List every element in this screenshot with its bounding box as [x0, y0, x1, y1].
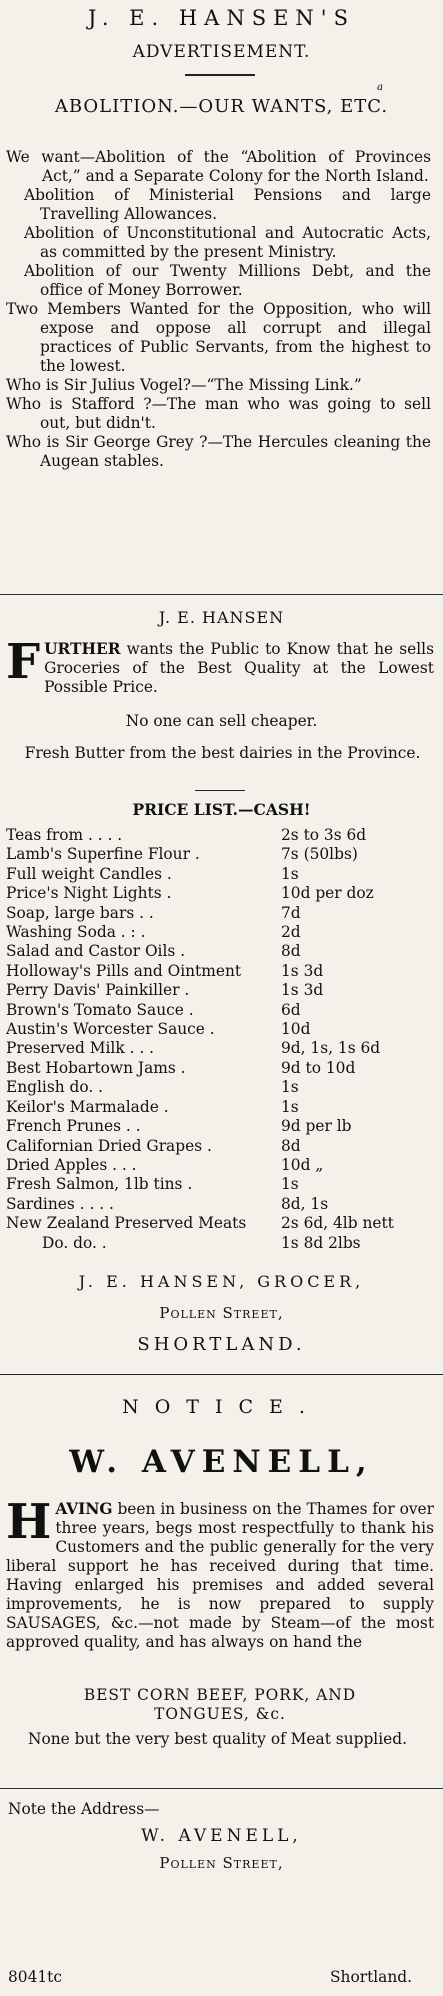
price-value: 2s to 3s 6d	[281, 826, 367, 844]
price-item: Lamb's Superfine Flour .	[6, 845, 200, 864]
price-row	[0, 1117, 443, 1136]
price-row	[0, 1098, 443, 1117]
price-value: 1s 3d	[281, 961, 324, 980]
price-row	[0, 1059, 443, 1078]
want-item: We want—Abolition of the “Abolition of Provinces Act,” and a Separate Colony for the North Island.	[6, 148, 431, 185]
avenell-name: W. AVENELL,	[69, 1444, 374, 1480]
hansen-heading: J. E. HANSEN	[158, 608, 285, 627]
want-item: Who is Sir George Grey ?—The Hercules cleaning the Augean stables.	[6, 433, 431, 470]
price-item: Salad and Castor Oils .	[6, 942, 186, 961]
notice-heading: NOTICE.	[122, 1396, 321, 1418]
price-row	[0, 942, 443, 961]
price-item: Best Hobartown Jams .	[6, 1058, 186, 1077]
price-value: 8d	[281, 942, 301, 961]
price-row	[0, 1234, 443, 1253]
price-value: 1s	[281, 1175, 299, 1194]
price-value: 10d „	[281, 1155, 324, 1174]
price-row	[0, 981, 443, 1000]
want-item: Who is Sir Julius Vogel?—“The Missing Link.”	[6, 376, 362, 394]
price-item: Perry Davis' Painkiller .	[6, 981, 190, 1000]
price-item: Keilor's Marmalade .	[6, 1097, 169, 1116]
price-item: Fresh Salmon, 1lb tins .	[6, 1175, 193, 1194]
price-value: 8d	[281, 1136, 301, 1155]
price-list-table	[0, 826, 443, 1253]
dropcap-letter: H	[6, 1494, 52, 1550]
price-item: Soap, large bars . .	[6, 903, 154, 922]
divider	[195, 790, 245, 791]
price-row	[0, 1156, 443, 1175]
price-value: 7d	[281, 903, 301, 922]
price-row	[0, 1001, 443, 1020]
want-item: Abolition of Unconstitutional and Autocratic Acts, as committed by the present Ministry.	[24, 224, 431, 261]
divider	[0, 594, 443, 595]
notice-body	[6, 1494, 434, 1652]
intro-first-word: AVING	[55, 1500, 113, 1518]
price-item: Brown's Tomato Sauce .	[6, 1000, 194, 1019]
advert-code: 8041tc	[8, 1968, 62, 1986]
price-row	[0, 904, 443, 923]
dropcap-letter: F	[6, 634, 41, 690]
grocer-name: J. E. HANSEN, GROCER,	[78, 1272, 365, 1291]
stray-mark: a	[377, 82, 383, 93]
divider	[0, 1374, 443, 1375]
butter-line: Fresh Butter from the best dairies in the Province.	[24, 744, 421, 762]
section-title: ABOLITION.—OUR WANTS, ETC.	[54, 96, 389, 117]
price-value: 9d per lb	[281, 1117, 352, 1136]
price-item: Dried Apples . . .	[6, 1155, 137, 1174]
intro-text: been in business on the Thames for over three years, begs most respectfully to thank his Customers and the public generally for the very liberal support he has received during that time. Having enlarged his premises and added several improvements, he is now prepared to supply SAUSAGES, &c.—not made by Steam—of the most approved quality, and has always on hand the	[6, 1500, 434, 1651]
address-town: Shortland.	[330, 1968, 413, 1986]
want-item: Who is Stafford ?—The man who was going to sell out, but didn't.	[6, 395, 431, 432]
price-value: 9d to 10d	[281, 1058, 356, 1077]
price-row	[0, 845, 443, 864]
price-item: English do. .	[6, 1078, 104, 1097]
price-value: 1s	[281, 1097, 299, 1116]
price-value: 1s 8d 2lbs	[281, 1233, 361, 1252]
price-item: Sardines . . . .	[6, 1194, 114, 1213]
intro-first-word: URTHER	[44, 640, 121, 658]
price-value: 1s 3d	[281, 981, 324, 1000]
price-row	[0, 1195, 443, 1214]
price-item: French Prunes . .	[6, 1117, 141, 1136]
divider	[0, 1788, 443, 1789]
price-row	[0, 826, 443, 845]
price-item: Washing Soda . : .	[6, 923, 146, 942]
grocer-town: SHORTLAND.	[137, 1334, 306, 1355]
intro-text: wants the Public to Know that he sells Groceries of the Best Quality at the Lowest Possible Price.	[44, 640, 434, 696]
want-item: Abolition of Ministerial Pensions and large Travelling Allowances.	[24, 186, 431, 223]
price-item: Full weight Candles .	[6, 864, 172, 883]
price-item: Price's Night Lights .	[6, 884, 172, 903]
price-row	[0, 1175, 443, 1194]
price-row	[0, 962, 443, 981]
price-item: Teas from . . . .	[6, 826, 123, 844]
price-value: 2s 6d, 4lb nett	[281, 1214, 394, 1233]
price-list-title: PRICE LIST.—CASH!	[132, 800, 311, 819]
grocer-street: Pollen Street,	[159, 1304, 284, 1322]
price-value: 1s	[281, 1078, 299, 1097]
price-item: Preserved Milk . . .	[6, 1039, 155, 1058]
price-value: 6d	[281, 1000, 301, 1019]
price-value: 10d	[281, 1020, 311, 1039]
price-value: 10d per doz	[281, 884, 374, 903]
price-row	[0, 1020, 443, 1039]
price-item: Californian Dried Grapes .	[6, 1136, 212, 1155]
address-name: W. AVENELL,	[141, 1826, 302, 1846]
price-row	[0, 1078, 443, 1097]
meat-highlight: BEST CORN BEEF, PORK, AND TONGUES, &c.	[83, 1686, 357, 1723]
price-row	[0, 865, 443, 884]
wants-list	[0, 148, 437, 471]
price-value: 8d, 1s	[281, 1194, 329, 1213]
price-row	[0, 884, 443, 903]
price-value: 7s (50lbs)	[281, 845, 358, 864]
price-row	[0, 1137, 443, 1156]
price-value: 1s	[281, 864, 299, 883]
price-item: Austin's Worcester Sauce .	[6, 1020, 215, 1039]
quality-line: None but the very best quality of Meat supplied.	[28, 1730, 408, 1748]
want-item: Abolition of our Twenty Millions Debt, and the office of Money Borrower.	[24, 262, 431, 299]
price-item: Holloway's Pills and Ointment	[6, 961, 242, 980]
advert-subtitle: ADVERTISEMENT.	[132, 42, 311, 62]
hansen-intro	[6, 634, 434, 697]
price-row	[0, 923, 443, 942]
price-row	[0, 1039, 443, 1058]
price-value: 9d, 1s, 1s 6d	[281, 1039, 381, 1058]
price-row	[0, 1214, 443, 1233]
address-note: Note the Address—	[8, 1800, 160, 1818]
price-item: New Zealand Preserved Meats	[6, 1214, 247, 1233]
price-value: 2d	[281, 923, 301, 942]
advert-title: J. E. HANSEN'S	[88, 6, 355, 30]
price-item: Do. do. .	[42, 1233, 107, 1252]
divider	[185, 74, 255, 76]
address-street: Pollen Street,	[159, 1854, 284, 1872]
want-item: Two Members Wanted for the Opposition, who will expose and oppose all corrupt and illegal practices of Public Servants, from the highest to the lowest.	[6, 300, 431, 375]
cheaper-line: No one can sell cheaper.	[125, 712, 318, 730]
